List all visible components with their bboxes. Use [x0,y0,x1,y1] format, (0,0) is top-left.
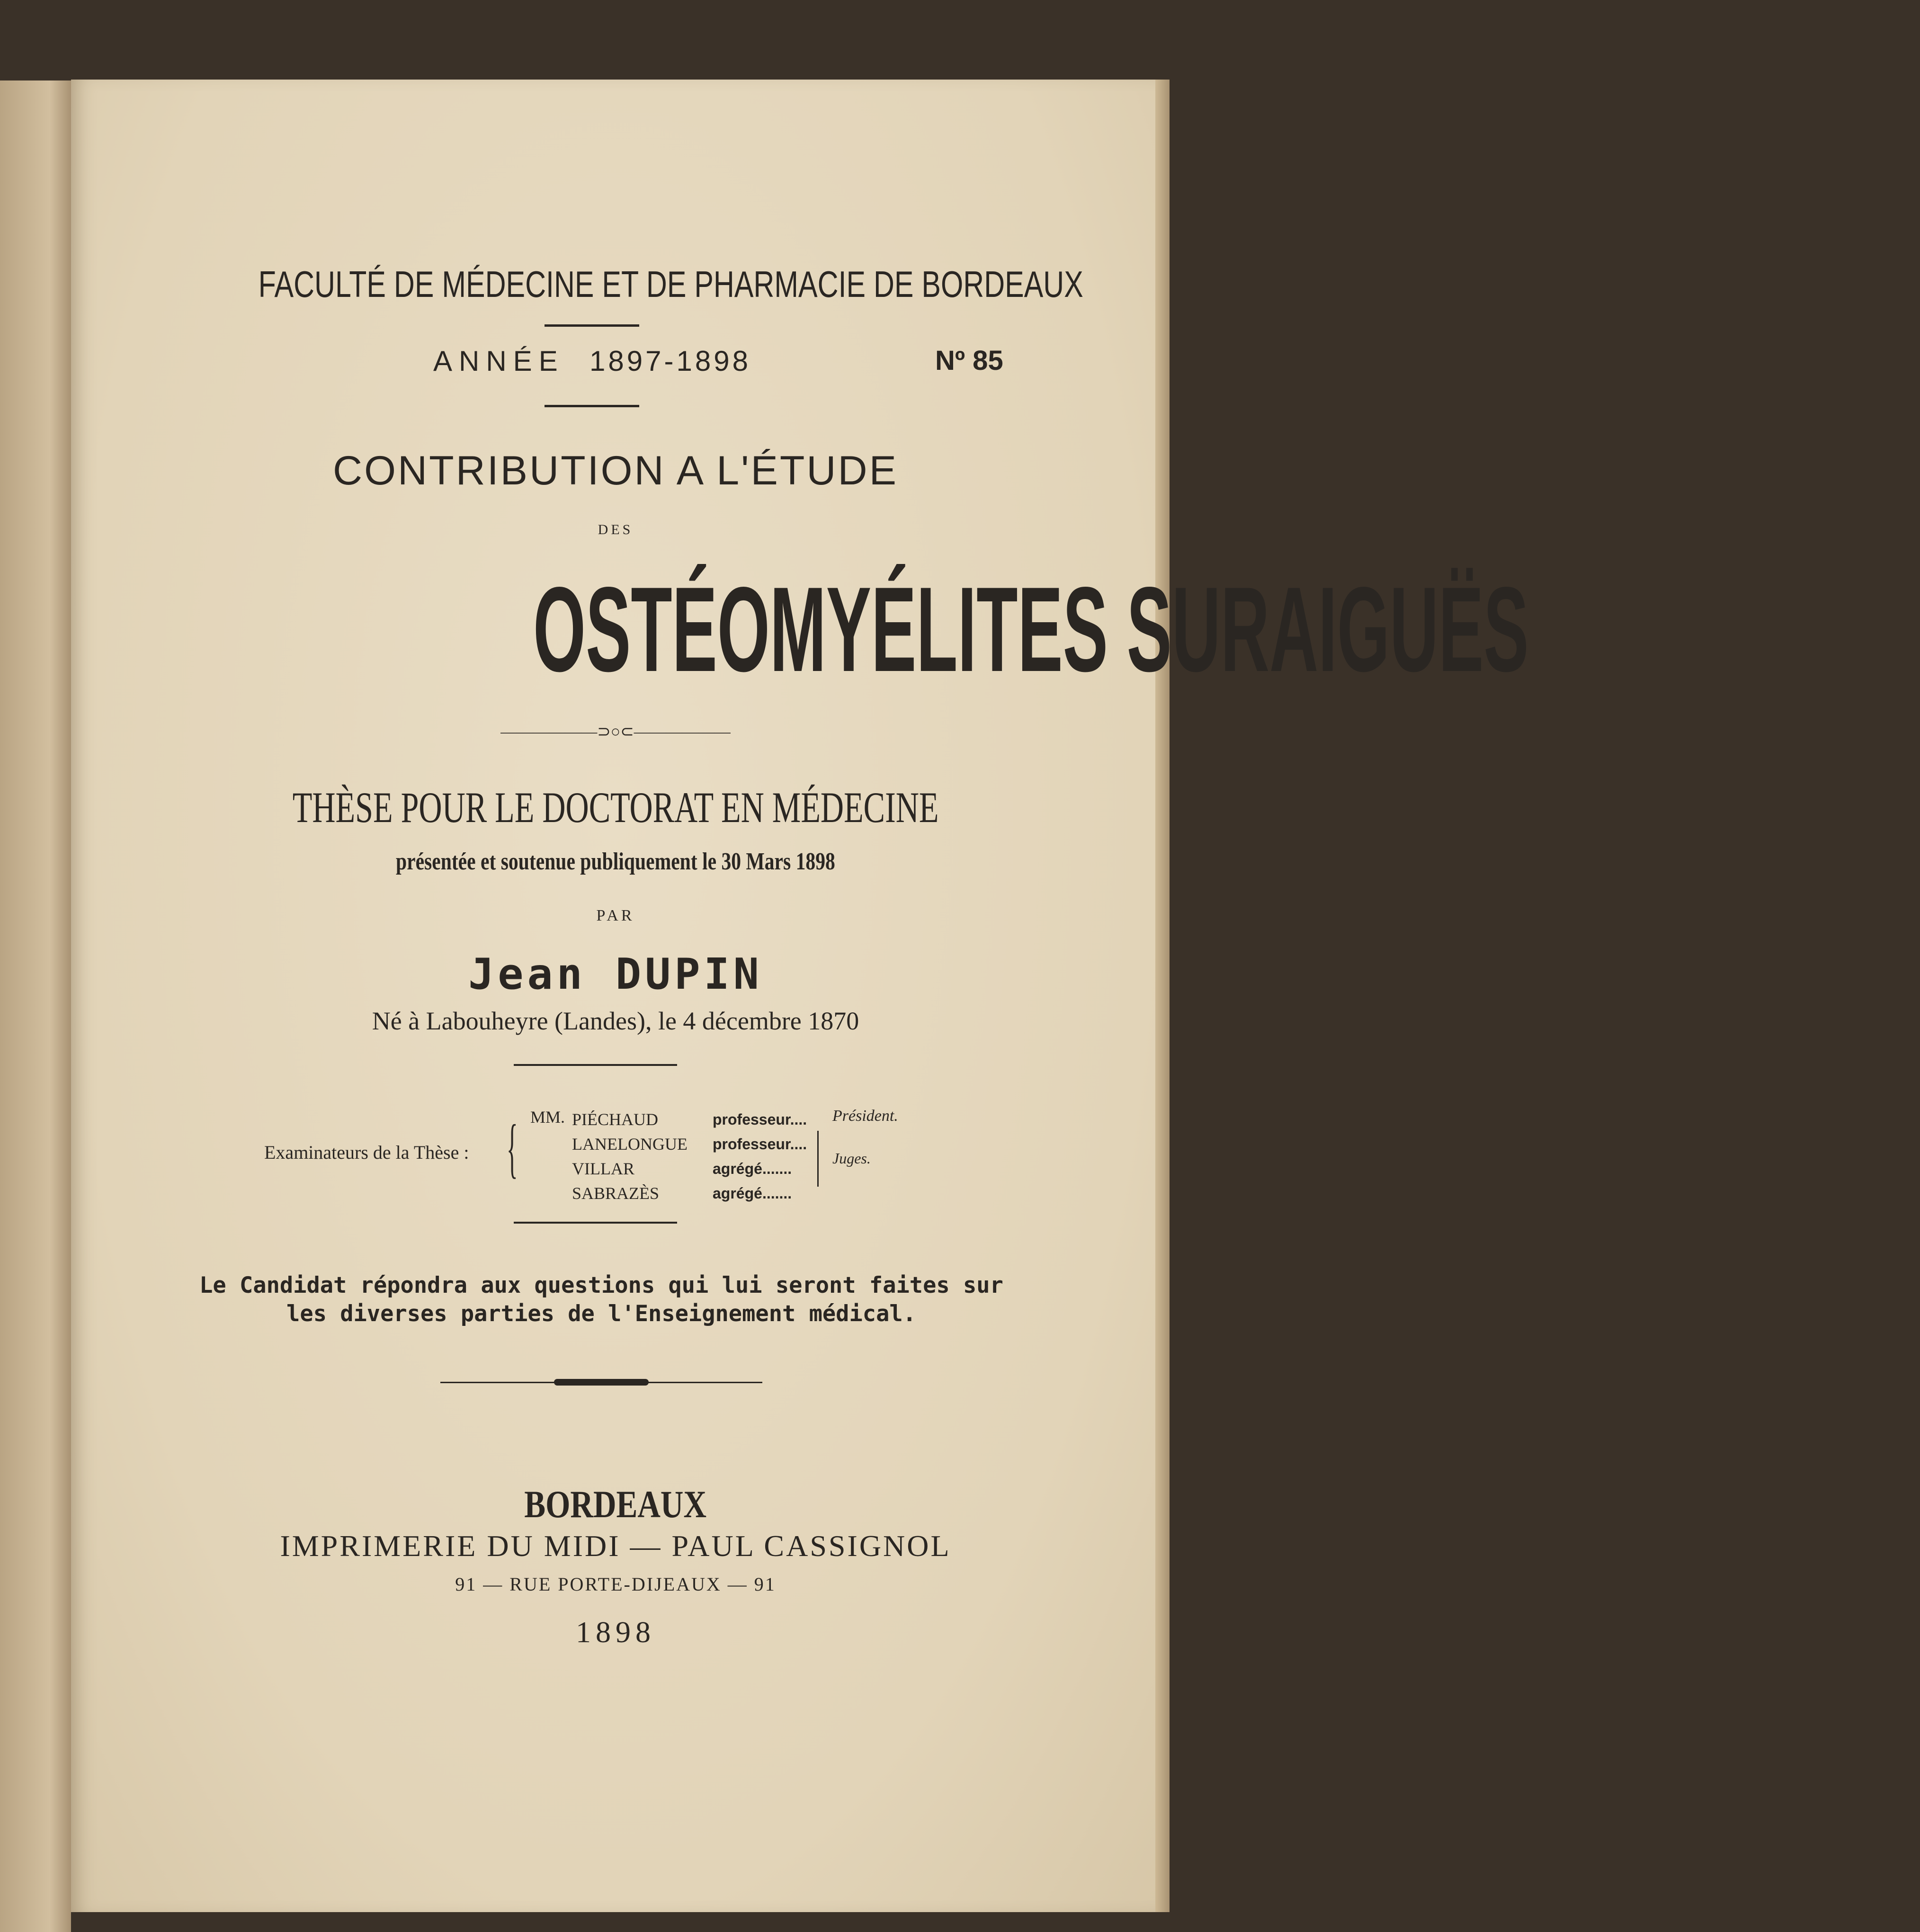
examiner-name: SABRAZÈS [572,1184,660,1203]
examiners-label: Examinateurs de la Thèse : [264,1142,469,1163]
author-rule [514,1064,677,1066]
examiners-prefix: MM. [530,1108,565,1127]
examiners-rule [514,1222,677,1224]
examiners-brace: { [507,1111,518,1185]
title-des: DES [598,522,634,537]
par-label: PAR [596,907,635,924]
ornament-flourish [554,1379,649,1386]
examiner-names [572,1107,688,1206]
examiner-name: LANELONGUE [572,1135,688,1154]
author-name: Jean DUPIN [468,949,763,999]
faculty-header: FACULTÉ DE MÉDECINE ET DE PHARMACIE DE BORDEAUX [258,263,1083,305]
examiner-rank: agrégé....... [713,1185,792,1202]
title-main-text: OSTÉOMYÉLITES SURAIGUËS [533,562,1529,697]
year-value: 1897-1898 [589,345,751,377]
thesis-number: Nº 85 [935,345,1003,376]
imprint-city [142,1482,1089,1527]
examiner-rank: professeur.... [713,1111,807,1128]
year-label: ANNÉE [433,345,564,377]
title-line1: CONTRIBUTION A L'ÉTUDE [333,448,898,493]
examiner-ranks [713,1107,807,1206]
header-rule [545,324,639,327]
facing-page-edge [0,80,71,1932]
candidate-note: Le Candidat répondra aux questions qui lui seront faites sur les diverses parties de l'Enseignement médical. [199,1272,1003,1327]
imprint-printer: IMPRIMERIE DU MIDI — PAUL CASSIGNOL [280,1529,951,1563]
imprint-year: 1898 [576,1615,655,1649]
presentation-date-text: présentée et soutenue publiquement le 30 Mars 1898 [396,848,835,875]
examiner-rank: professeur.... [713,1136,807,1153]
ornament-rule: ——————⊃○⊂—————— [500,723,731,741]
examiner-name: VILLAR [572,1159,634,1178]
author-birth: Né à Labouheyre (Landes), le 4 décembre 1870 [372,1007,859,1035]
thesis-line-text: THÈSE POUR LE DOCTORAT EN MÉDECINE [292,783,939,832]
role-president: Président. [832,1107,898,1125]
imprint-address: 91 — RUE PORTE-DIJEAUX — 91 [455,1574,776,1595]
examiner-rank: agrégé....... [713,1160,792,1177]
page-fore-edge [1155,80,1170,1912]
imprint-city-text: BORDEAUX [524,1483,707,1526]
presentation-date [142,848,1089,876]
judges-bracket [817,1131,819,1187]
examiner-name: PIÉCHAUD [572,1110,659,1129]
role-judges: Juges. [832,1150,871,1167]
thesis-line [142,782,1089,832]
year-rule [545,405,639,407]
title-main [142,562,1529,697]
